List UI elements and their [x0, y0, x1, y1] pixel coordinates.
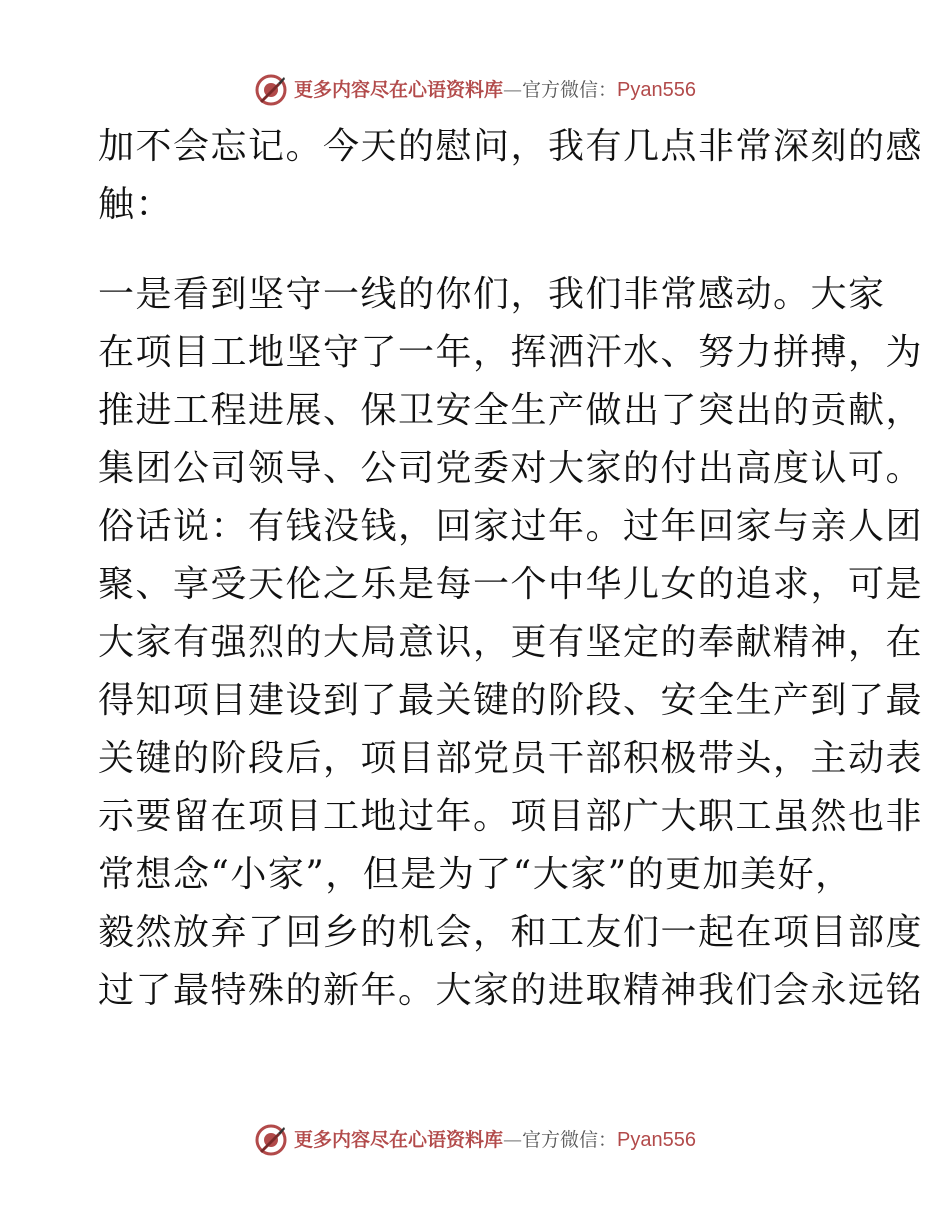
wechat-id: Pyan556 — [617, 79, 696, 101]
brand-logo-icon — [254, 1123, 288, 1157]
text-line: 关键的阶段后，项目部党员干部积极带头，主动表 — [98, 738, 924, 779]
text-line: 集团公司领导、公司党委对大家的付出高度认可。 — [98, 448, 924, 489]
banner-title: 更多内容尽在心语资料库 — [294, 1128, 504, 1151]
text-line: 得知项目建设到了最关键的阶段、安全生产到了最 — [98, 680, 924, 721]
banner-title: 更多内容尽在心语资料库 — [294, 78, 504, 101]
text-line: 常想念“小家”，但是为了“大家”的更加美好， — [98, 854, 853, 895]
text-line: 俗话说：有钱没钱，回家过年。过年回家与亲人团 — [98, 506, 924, 547]
header-banner-text — [294, 80, 696, 100]
text-line: 在项目工地坚守了一年，挥洒汗水、努力拼搏，为 — [98, 332, 924, 373]
footer-banner — [0, 1120, 950, 1160]
text-line: 触： — [98, 184, 174, 225]
wechat-label: 官方微信： — [522, 1128, 618, 1151]
text-line: 推进工程进展、保卫安全生产做出了突出的贡献， — [98, 390, 924, 431]
text-line: 加不会忘记。今天的慰问，我有几点非常深刻的感 — [98, 126, 924, 167]
text-line: 聚、享受天伦之乐是每一个中华儿女的追求，可是 — [98, 564, 924, 605]
wechat-label: 官方微信： — [522, 78, 618, 101]
wechat-id: Pyan556 — [617, 1129, 696, 1151]
banner-separator: — — [503, 1128, 523, 1151]
text-line: 毅然放弃了回乡的机会，和工友们一起在项目部度 — [98, 912, 924, 953]
banner-separator: — — [503, 78, 523, 101]
text-line: 一是看到坚守一线的你们，我们非常感动。大家 — [98, 274, 886, 315]
footer-banner-text — [294, 1130, 696, 1150]
header-banner — [0, 70, 950, 110]
text-line: 示要留在项目工地过年。项目部广大职工虽然也非 — [98, 796, 924, 837]
brand-logo-icon — [254, 73, 288, 107]
document-body — [98, 118, 924, 1020]
text-line: 大家有强烈的大局意识，更有坚定的奉献精神，在 — [98, 622, 924, 663]
text-line: 过了最特殊的新年。大家的进取精神我们会永远铭 — [98, 970, 924, 1011]
